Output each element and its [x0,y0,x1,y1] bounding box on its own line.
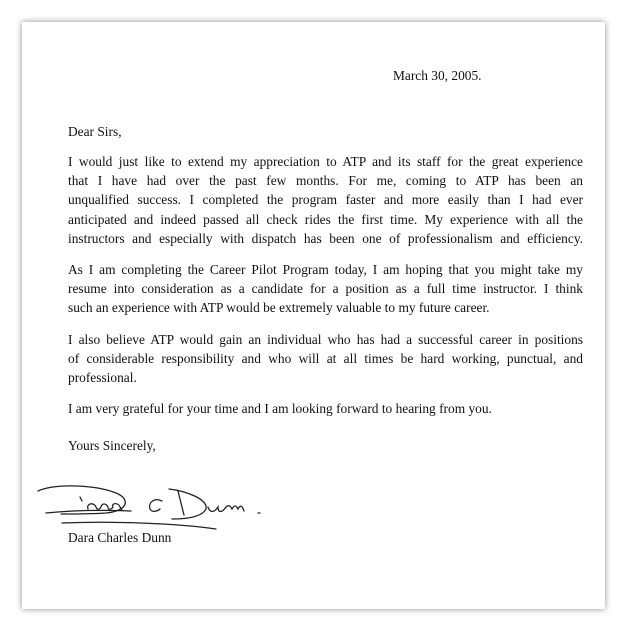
closing: Yours Sincerely, [68,438,156,453]
paragraph-line: I also believe ATP would gain an individual who has had a successful career in positions [68,332,583,347]
letter-date: March 30, 2005. [393,68,482,83]
letter-page [22,22,605,609]
paragraph-line: professional. [68,370,137,386]
paragraph-3 [68,330,583,388]
paragraph-line: such an experience with ATP would be extremely valuable to my future career. [68,300,490,316]
paragraph-line: unqualified success. I completed the program faster and more easily than I had ever [68,192,583,208]
paragraph-line: I am very grateful for your time and I am looking forward to hearing from you. [68,401,492,416]
paragraph-line: I would just like to extend my appreciation to ATP and its staff for the great experience [68,154,583,169]
salutation: Dear Sirs, [68,124,122,139]
paragraph-4 [68,399,583,418]
paragraph-2 [68,260,583,318]
paragraph-line: instructors and especially with dispatch has been one of professionalism and efficiency. [68,230,583,246]
paragraph-line: As I am completing the Career Pilot Program today, I am hoping that you might take my [68,262,583,277]
signer-name: Dara Charles Dunn [68,530,172,545]
paragraph-line: resume into consideration as a candidate for a position as a full time instructor. I think [68,281,583,297]
paragraph-line: of considerable responsibility and who will at all times be hard working, punctual, and [68,351,583,367]
paragraph-1 [68,152,583,248]
paragraph-line: that I have had over the past few months. For me, coming to ATP has been an [68,173,583,189]
paragraph-line: anticipated and indeed passed all check rides the first time. My experience with all the [68,211,583,227]
